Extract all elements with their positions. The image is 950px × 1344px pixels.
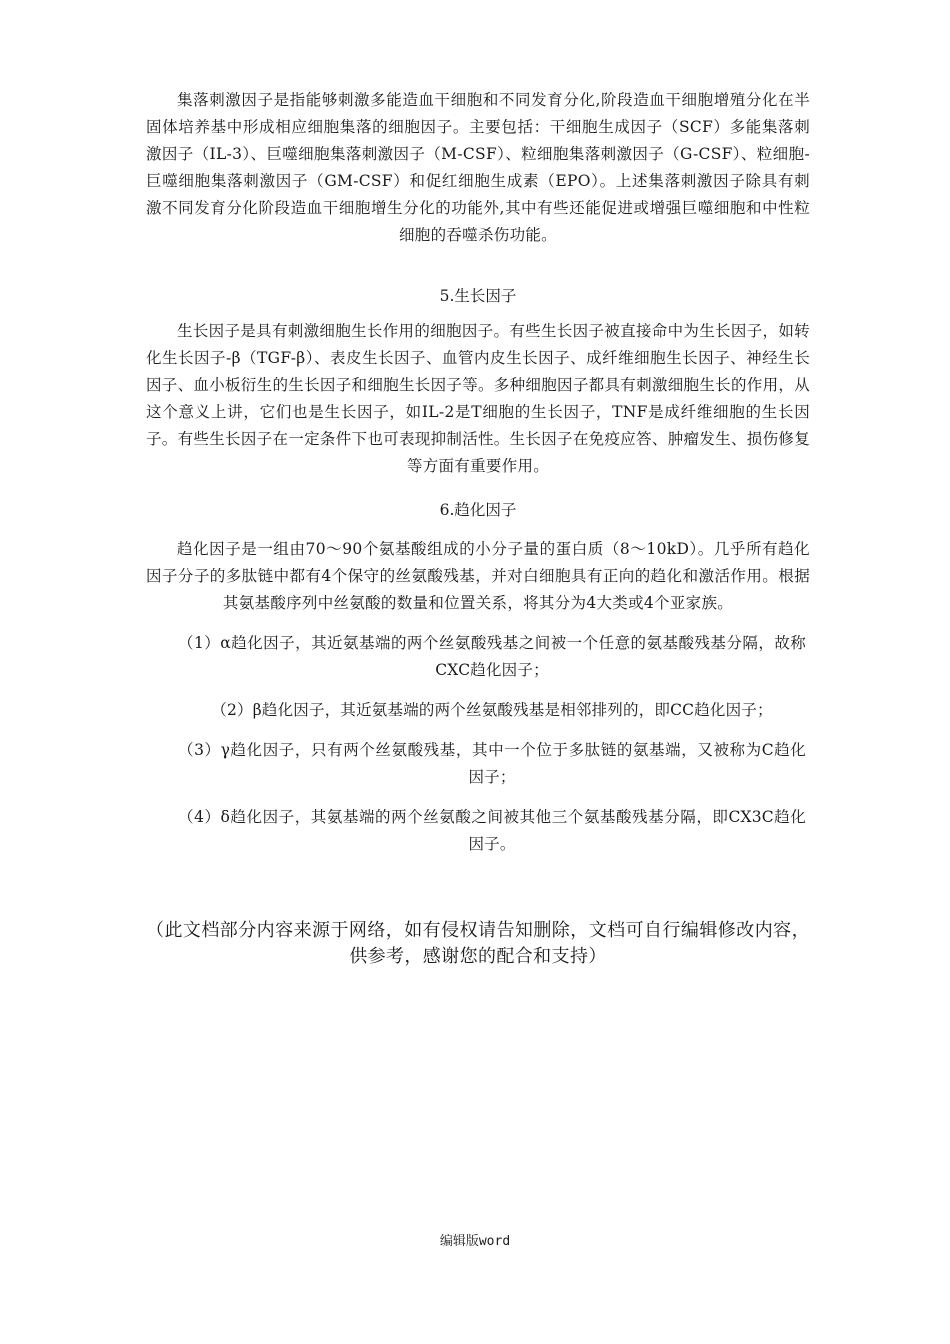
paragraph-growth-factor: 生长因子是具有刺激细胞生长作用的细胞因子。有些生长因子被直接命中为生长因子，如转化生长因子-β（TGF-β）、表皮生长因子、血管内皮生长因子、成纤维细胞生长因子、神经生长因子、血小板衍生的生长因子和细胞生长因子等。多种细胞因子都具有刺激细胞生长的作用，从这个意义上讲，它们也是生长因子，如IL-2是T细胞的生长因子，TNF是成纤维细胞的生长因子。有些生长因子在一定条件下也可表现抑制活性。生长因子在免疫应答、肿瘤发生、损伤修复等方面有重要作用。 — [146, 322, 810, 475]
section-heading-chemokine: 6.趋化因子 — [439, 501, 517, 519]
paragraph-colony-stimulating-factor: 集落刺激因子是指能够刺激多能造血干细胞和不同发育分化,阶段造血干细胞增殖分化在半固体培养基中形成相应细胞集落的细胞因子。主要包括：干细胞生成因子（SCF）多能集落刺激因子（IL-3）、巨噬细胞集落刺激因子（M-CSF）、粒细胞集落刺激因子（G-CSF）、粒细胞-巨噬细胞集落刺激因子（GM-CSF）和促红细胞生成素（EPO）。上述集落刺激因子除具有刺激不同发育分化阶段造血干细胞增生分化的功能外,其中有些还能促进或增强巨噬细胞和中性粒细胞的吞噬杀伤功能。 — [146, 91, 810, 244]
list-item-gamma-chemokine: （3）γ趋化因子，只有两个丝氨酸残基，其中一个位于多肽链的氨基端，又被称为C趋化因子； — [178, 741, 806, 786]
page-footer: 编辑版word — [439, 1234, 511, 1249]
list-item-alpha-chemokine: （1）α趋化因子，其近氨基端的两个丝氨酸残基之间被一个任意的氨基酸残基分隔，故称CXC趋化因子； — [178, 634, 806, 679]
list-item-beta-chemokine: （2）β趋化因子，其近氨基端的两个丝氨酸残基是相邻排列的，即CC趋化因子； — [211, 701, 773, 719]
list-item-delta-chemokine: （4）δ趋化因子，其氨基端的两个丝氨酸之间被其他三个氨基酸残基分隔，即CX3C趋化因子。 — [178, 808, 806, 853]
disclaimer-note: （此文档部分内容来源于网络，如有侵权请告知删除，文档可自行编辑修改内容，供参考，感谢您的配合和支持） — [146, 920, 810, 967]
section-heading-growth-factor: 5.生长因子 — [439, 287, 517, 305]
paragraph-chemokine: 趋化因子是一组由70～90个氨基酸组成的小分子量的蛋白质（8～10kD）。几乎所有趋化因子分子的多肽链中都有4个保守的丝氨酸残基，并对白细胞具有正向的趋化和激活作用。根据其氨基酸序列中丝氨酸的数量和位置关系，将其分为4大类或4个亚家族。 — [146, 540, 810, 612]
